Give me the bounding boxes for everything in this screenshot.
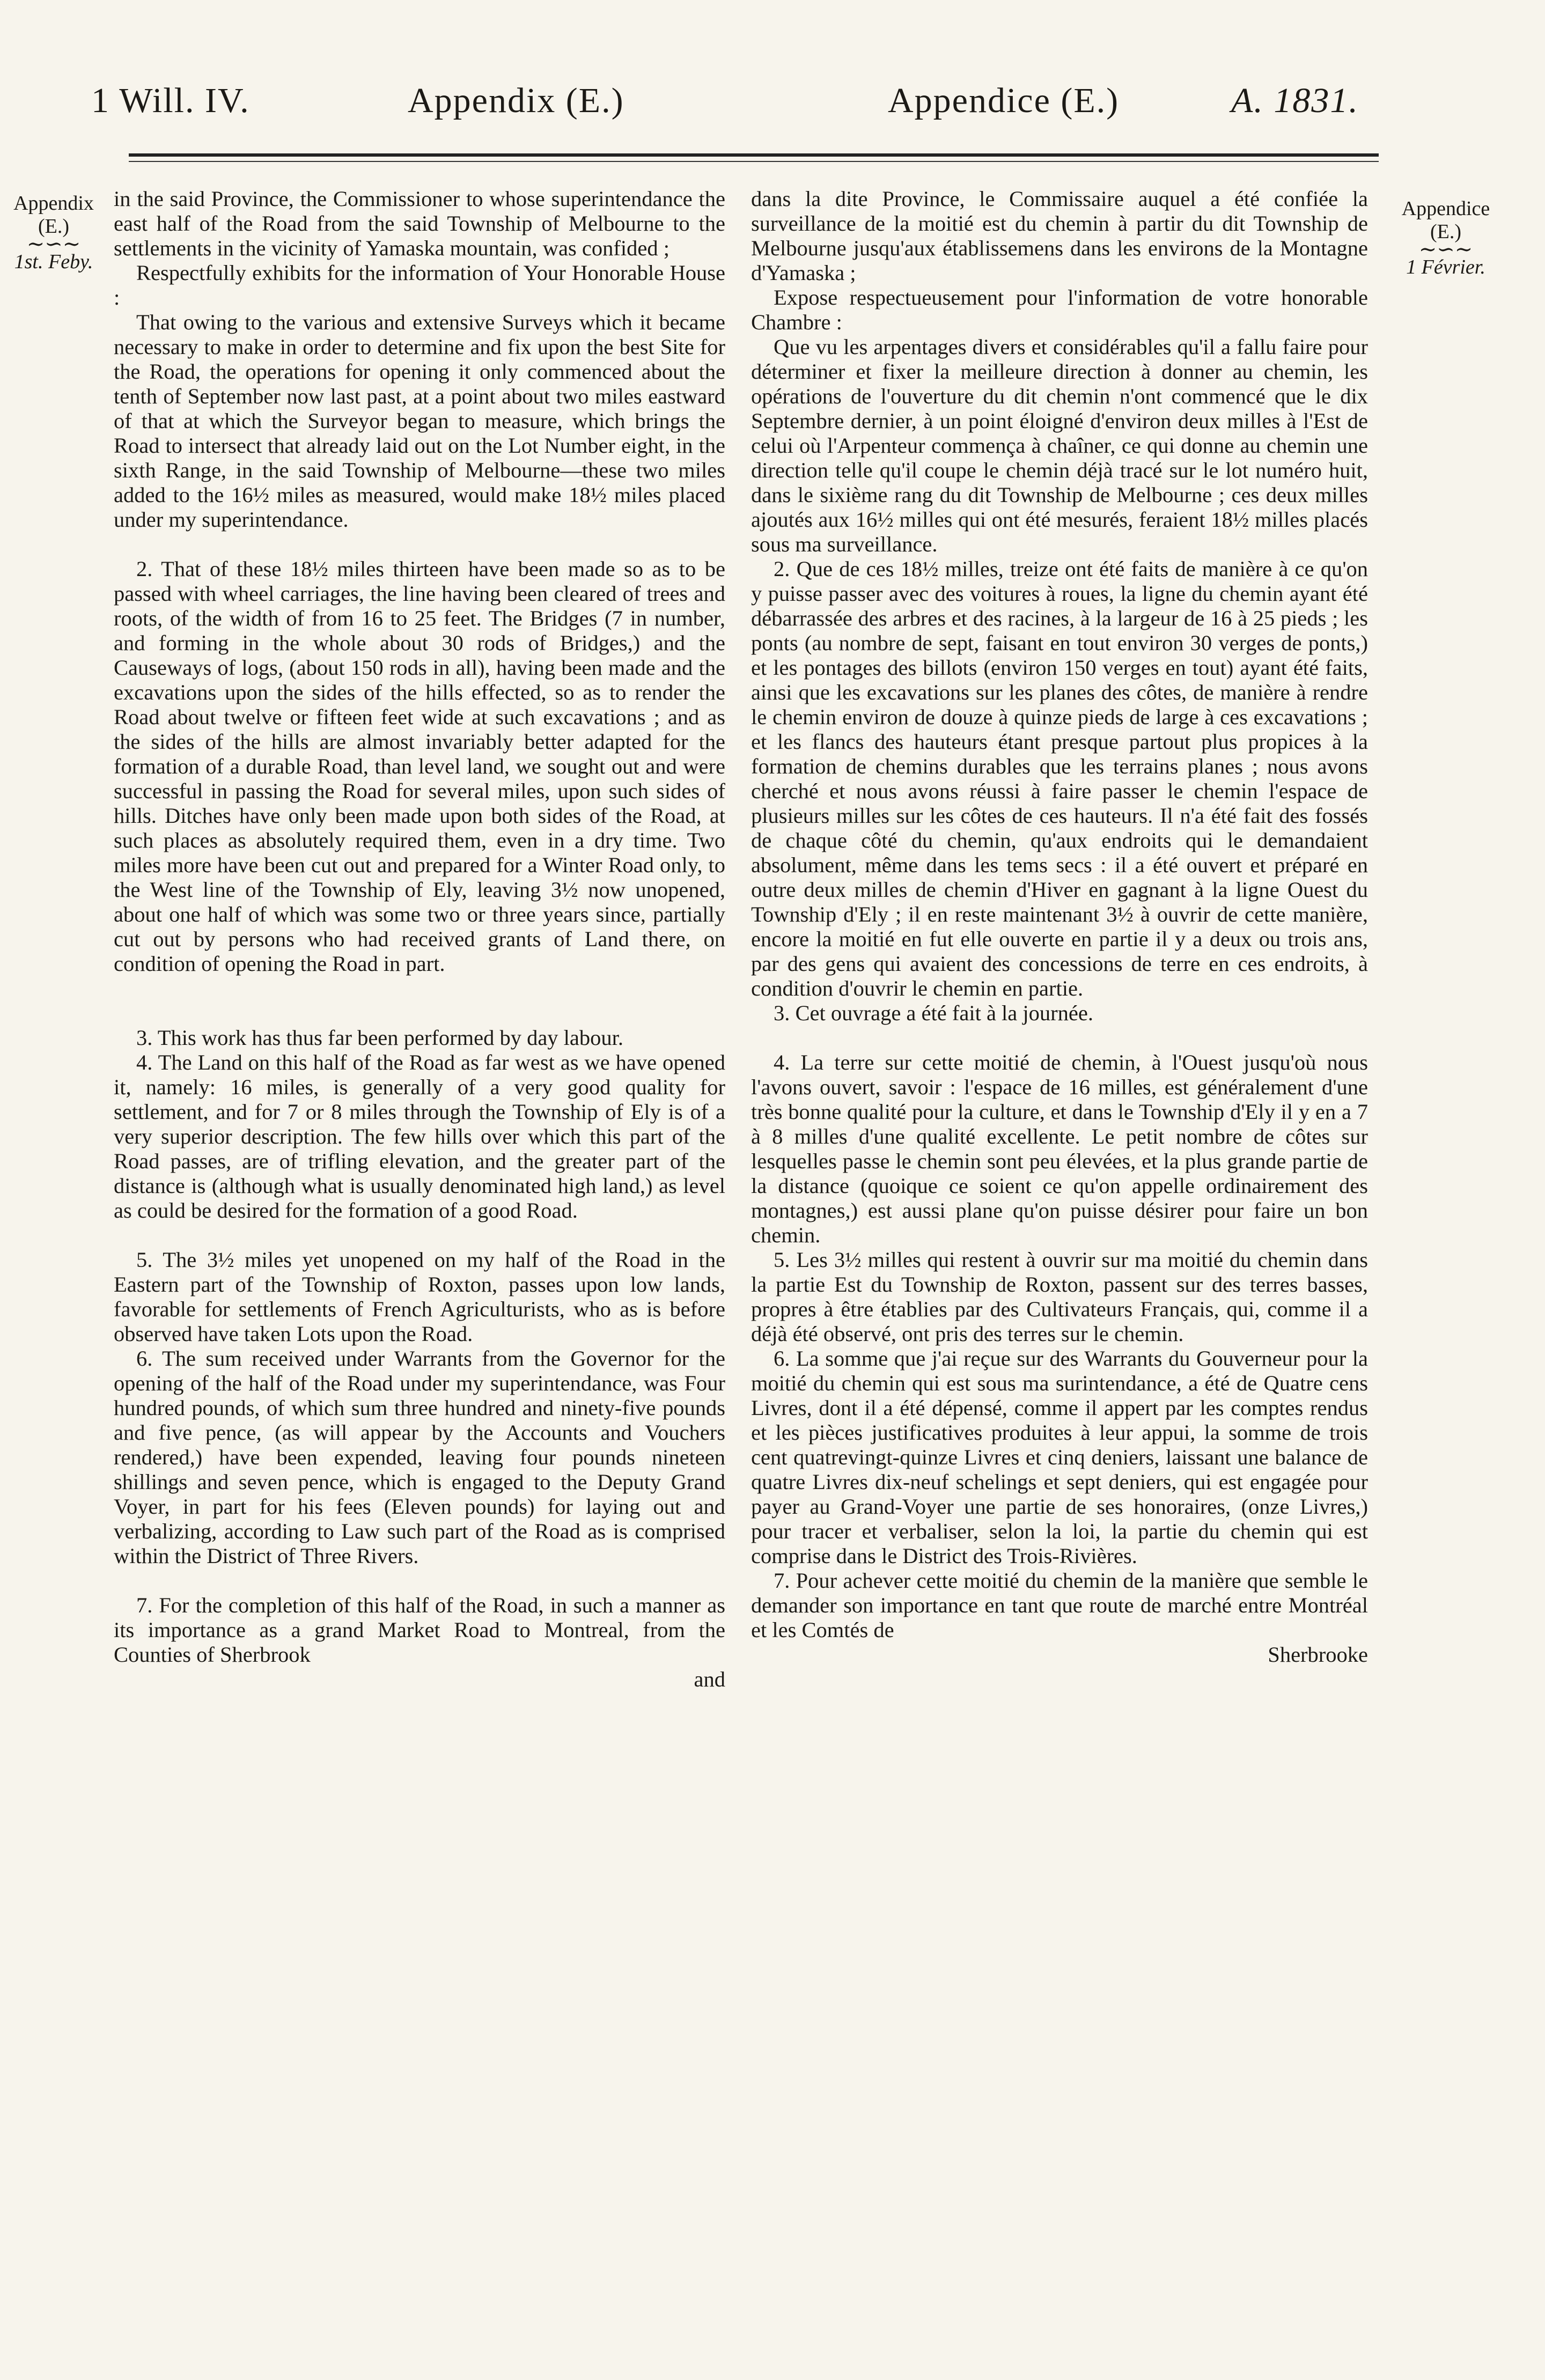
header-rule-thin: [129, 161, 1379, 162]
fr-paragraph-6: 6. La somme que j'ai reçue sur des Warrants du Gouverneur pour la moitié du chemin qui est sous ma surintendance, a été de Quatre cens Livres, dont il a été dépensé, comme il appert par les comptes rendus et les pièces justificatives produites à leur appui, la somme de trois cent quatrevingt-quinze Livres et cinq deniers, laissant une balance de quatre Livres dix-neuf schelings et sept deniers, qui est engagée pour payer au Grand-Voyer une partie de ses honoraires, (onze Livres,) pour tracer et verbaliser, selon la loi, la partie du chemin qui est comprise dans le District des Trois-Rivières.: [751, 1346, 1368, 1568]
header-title-english: Appendix (E.): [408, 81, 624, 120]
margin-right-line2: (E.): [1430, 220, 1462, 243]
header-title-french: Appendice (E.): [888, 81, 1120, 120]
fr-paragraph-1: Que vu les arpentages divers et considérables qu'il a fallu faire pour déterminer et fixer la meilleure direction à donner au chemin, les opérations de l'ouverture du dit chemin n'ont commencé que le dix Septembre dernier, à un point éloigné d'environ deux milles à l'Est de celui où l'Arpenteur commença à chaîner, ce qui donne au chemin une direction telle qu'il coupe le chemin déjà tracé sur le lot numéro huit, dans le sixième rang du dit Township de Melbourne ; ces deux milles ajoutés aux 16½ milles qui ont été mesurés, feraient 18½ milles placés sous ma surveillance.: [751, 335, 1368, 556]
en-paragraph-5: 5. The 3½ miles yet unopened on my half of the Road in the Eastern part of the Township of Roxton, passes upon low lands, favorable for settlements of French Agriculturists, who as is before observed have taken Lots upon the Road.: [114, 1248, 725, 1346]
header-rule-thick: [129, 153, 1379, 157]
en-paragraph-6: 6. The sum received under Warrants from the Governor for the opening of the half of the Road under my superintendance, was Four hundred pounds, of which sum three hundred and ninety-five pounds and five pence, (as will appear by the Accounts and Vouchers rendered,) have been expended, leaving four pounds nineteen shillings and seven pence, which is engaged to the Deputy Grand Voyer, in part for his fees (Eleven pounds) for laying out and verbalizing, according to Law such part of the Road as is comprised within the District of Three Rivers.: [114, 1346, 725, 1568]
en-paragraph-4: 4. The Land on this half of the Road as far west as we have opened it, namely: 16 miles, is generally of a very good quality for settlement, and for 7 or 8 miles through the Township of Ely is of a very superior description. The few hills over which this part of the Road passes, are of trifling elevation, and the greater part of the distance is (although what is usually denominated high land,) as level as could be desired for the formation of a good Road.: [114, 1050, 725, 1222]
swash-ornament-icon: ∼∽∼: [26, 232, 81, 256]
en-paragraph-7: 7. For the completion of this half of the Road, in such a manner as its importance as a grand Market Road to Montreal, from the Counties of Sherbrook: [114, 1593, 725, 1667]
margin-right-line1: Appendice: [1401, 197, 1490, 220]
margin-left-line1: Appendix: [13, 192, 94, 215]
en-paragraph-2: 2. That of these 18½ miles thirteen have been made so as to be passed with wheel carriages, the line having been cleared of trees and roots, of the width of from 16 to 25 feet. The Bridges (7 in number, and forming in the whole about 30 rods of Bridges,) and the Causeways of logs, (about 150 rods in all), having been made and the excavations upon the sides of the hills effected, so as to render the Road about twelve or fifteen feet wide at such excavations ; and as the sides of the hills are almost invariably better adapted for the formation of a durable Road, than level land, we sought out and were successful in passing the Road for several miles, upon such sides of hills. Ditches have only been made upon both sides of the Road, at such places as absolutely required them, even in a dry time. Two miles more have been cut out and prepared for a Winter Road only, to the West line of the Township of Ely, leaving 3½ now unopened, about one half of which was some two or three years since, partially cut out by persons who had received grants of Land there, on condition of opening the Road in part.: [114, 557, 725, 976]
fr-paragraph-intro: dans la dite Province, le Commissaire auquel a été confiée la surveillance de la moitié est du chemin à partir du dit Township de Melbourne jusqu'aux établissemens dans les environs de la Montagne d'Yamaska ;: [751, 187, 1368, 285]
margin-left-line2: (E.): [38, 215, 70, 238]
fr-paragraph-7: 7. Pour achever cette moitié du chemin de la manière que semble le demander son importance en tant que route de marché entre Montréal et les Comtés de: [751, 1568, 1368, 1642]
french-column: [751, 187, 1368, 1667]
en-catchword: and: [694, 1667, 725, 1691]
margin-note-right: [1381, 197, 1510, 279]
en-paragraph-exhibits: Respectfully exhibits for the information of Your Honorable House :: [114, 261, 725, 310]
en-paragraph-intro: in the said Province, the Commissioner to whose superintendance the east half of the Road from the said Township of Melbourne to the settlements in the vicinity of Yamaska mountain, was confided ;: [114, 187, 725, 260]
header-session: 1 Will. IV.: [91, 81, 250, 120]
en-paragraph-1: That owing to the various and extensive Surveys which it became necessary to make in order to determine and fix upon the best Site for the Road, the operations for opening it only commenced about the tenth of September now last past, at a point about two miles eastward of that at which the Surveyor began to measure, which brings the Road to intersect that already laid out on the Lot Number eight, in the sixth Range, in the said Township of Melbourne—these two miles added to the 16½ miles as measured, would make 18½ miles placed under my superintendance.: [114, 310, 725, 532]
fr-paragraph-2: 2. Que de ces 18½ milles, treize ont été faits de manière à ce qu'on y puisse passer avec des voitures à roues, la ligne du chemin ayant été débarrassée des arbres et des racines, à la largeur de 16 à 25 pieds ; les ponts (au nombre de sept, faisant en tout environ 30 verges de ponts,) et les pontages des billots (environ 150 verges en tout) ayant été faits, ainsi que les excavations sur les planes des côtes, de manière à rendre le chemin environ de douze à quinze pieds de large à ces excavations ; et les flancs des hauteurs étant presque partout plus propices à la formation de chemins durables que les terrains planes ; nous avons cherché et nous avons réussi à faire passer le chemin l'espace de plusieurs milles sur les côtes de ces hauteurs. Il n'a été fait des fossés de chaque côté du chemin, qu'aux endroits qui le demandaient absolument, même dans les tems secs : il a été ouvert et préparé en outre deux milles de chemin d'Hiver en gagnant à la ligne Ouest du Township d'Ely ; il en reste maintenant 3½ à ouvrir de cette manière, encore la moitié en fut elle ouverte en partie il y a deux ou trois ans, par des gens qui avaient des concessions de terre en ces endroits, à condition d'ouvrir le chemin en partie.: [751, 557, 1368, 1000]
header-year: A. 1831.: [1231, 81, 1359, 120]
fr-paragraph-expose: Expose respectueusement pour l'information de votre honorable Chambre :: [751, 285, 1368, 334]
english-column: [114, 187, 725, 1692]
fr-paragraph-4: 4. La terre sur cette moitié de chemin, à l'Ouest jusqu'où nous l'avons ouvert, savoir : l'espace de 16 milles, est généralement d'une très bonne qualité pour la culture, et dans le Township d'Ely il y en a 7 à 8 milles d'une qualité excellente. Le petit nombre de côtes sur lesquelles passe le chemin sont peu élevées, et la plus grande partie de la distance (quoique ce soient ce qu'on appelle ordinairement des montagnes,) est aussi plane qu'on puisse désirer pour faire un bon chemin.: [751, 1050, 1368, 1247]
fr-paragraph-3: 3. Cet ouvrage a été fait à la journée.: [774, 1001, 1093, 1025]
margin-left-line3: 1st. Feby.: [14, 250, 93, 274]
margin-note-left: [0, 192, 107, 274]
fr-catchword: Sherbrooke: [1268, 1642, 1368, 1667]
en-paragraph-3: 3. This work has thus far been performed by day labour.: [136, 1026, 624, 1050]
fr-paragraph-5: 5. Les 3½ milles qui restent à ouvrir sur ma moitié du chemin dans la partie Est du Township de Roxton, passent sur des terres basses, propres à être établies par des Cultivateurs Français, qui, comme il a déjà été observé, ont pris des terres sur le chemin.: [751, 1248, 1368, 1346]
swash-ornament-icon: ∼∽∼: [1418, 237, 1473, 262]
margin-right-line3: 1 Février.: [1406, 256, 1485, 279]
